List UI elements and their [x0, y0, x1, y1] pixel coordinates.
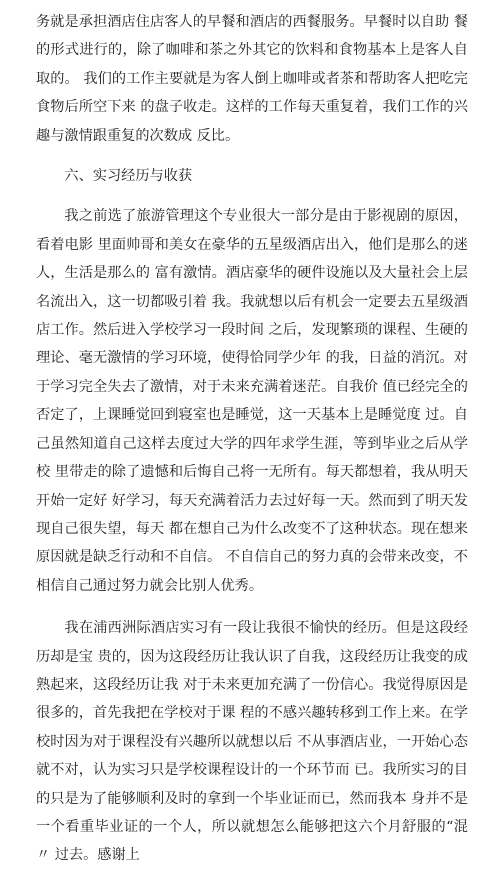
body-paragraph: 务就是承担酒店住店客人的早餐和酒店的西餐服务。早餐时以自助 餐的形式进行的，除了咖啡和茶之外其它的饮料和食物基本上是客人自取的。 我们的工作主要就是为客人倒上咖啡或者茶和帮助客人把吃完食物后所空下来 的盘子收走。这样的工作每天重复着，我们工作的兴趣与激情跟重复的次数成 反比。: [36, 14, 468, 144]
body-paragraph: 我之前选了旅游管理这个专业很大一部分是由于影视剧的原因，看着电影 里面帅哥和美女在豪华的五星级酒店出入，他们是那么的迷人，生活是那么的 富有激情。酒店豪华的硬件设施以及大量社会上层名流出入，这一切都吸引着 我。我就想以后有机会一定要去五星级酒店工作。然后进入学校学习一段时间 之后，发现繁琐的课程、生硬的理论、毫无激情的学习环境，使得恰同学少年 的我，日益的消沉。对于学习完全失去了激情，对于未来充满着迷茫。自我价 值已经完全的否定了，上课睡觉回到寝室也是睡觉，这一天基本上是睡觉度 过。自己虽然知道自己这样去度过大学的四年求学生涯，等到毕业之后从学校 里带走的除了遗憾和后悔自己将一无所有。每天都想着，我从明天开始一定好 好学习，每天充满着活力去过好每一天。然而到了明天发现自己很失望，每天 都在想自己为什么改变不了这种状态。现在想来原因就是缺乏行动和不自信。 不自信自己的努力真的会带来改变，不相信自己通过努力就会比别人优秀。: [36, 208, 468, 594]
paragraph-gap: [36, 600, 468, 614]
body-paragraph: 我在浦西洲际酒店实习有一段让我很不愉快的经历。但是这段经历却是宝 贵的，因为这段经历让我认识了自我，这段经历让我变的成熟起来，这段经历让我 对于未来更加充满了一份信心。我觉得原因是很多的，首先我把在学校对于课 程的不感兴趣转移到工作上来。在学校时因为对于课程没有兴趣所以就想以后 不从事酒店业，一开始心态就不对，认为实习只是学校课程设计的一个环节而 已。我所实习的目的只是为了能够顺利及时的拿到一个毕业证而已，然而我本 身并不是一个看重毕业证的一个人，所以就想怎么能够把这六个月舒服的“混〃 过去。感谢上: [36, 620, 468, 864]
document-page: [36, 8, 468, 870]
section-heading: 六、实习经历与收获: [64, 168, 193, 185]
